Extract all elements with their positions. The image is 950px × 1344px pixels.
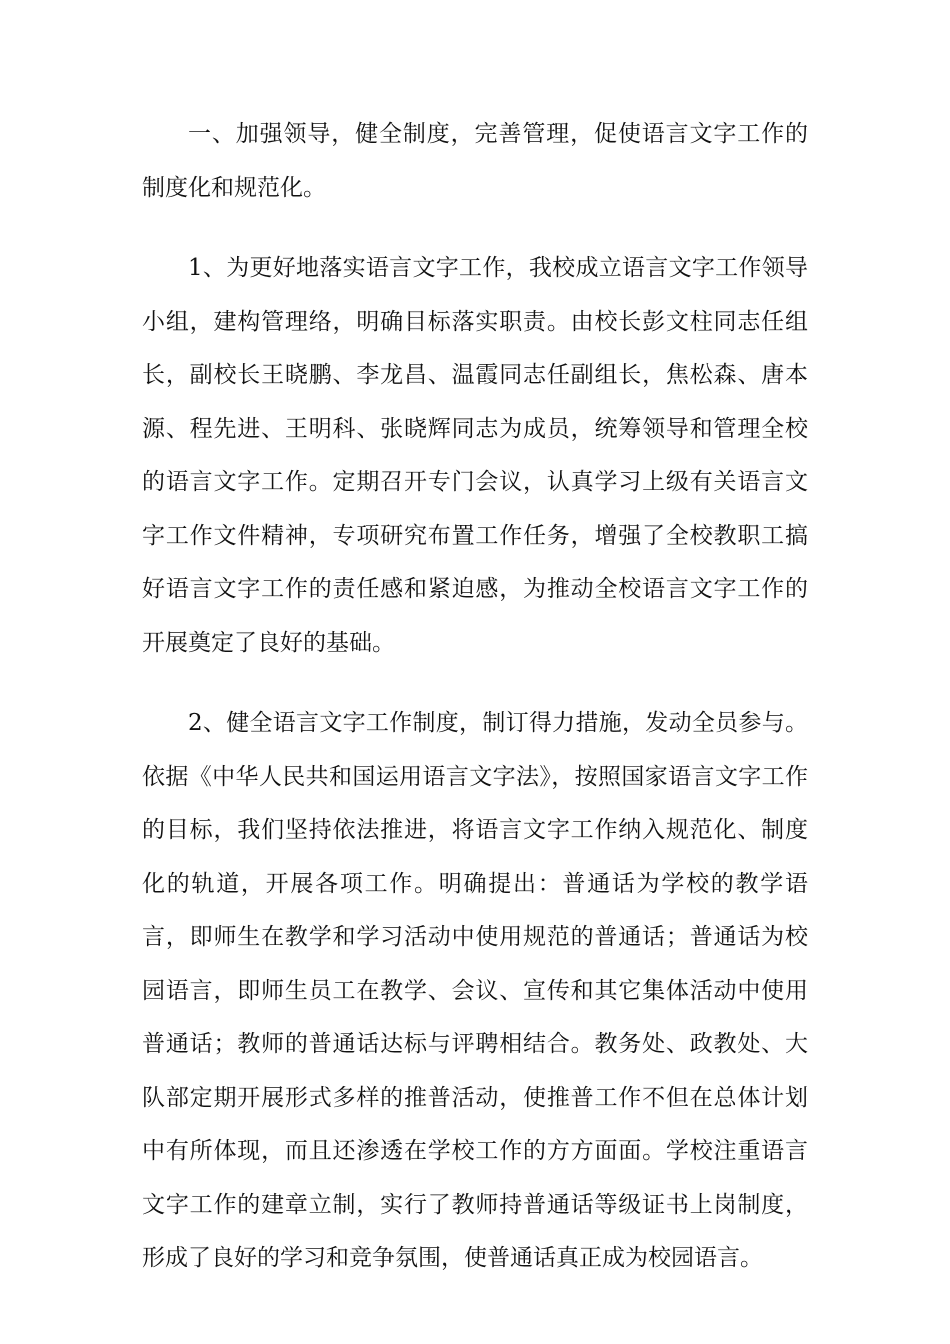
body-paragraph-2: 2、健全语言文字工作制度，制订得力措施，发动全员参与。依据《中华人民共和国运用语言文字法》，按照国家语言文字工作的目标，我们坚持依法推进，将语言文字工作纳入规范化、制度化的轨道，开展各项工作。明确提出：普通话为学校的教学语言，即师生在教学和学习活动中使用规范的普通话；普通话为校园语言，即师生员工在教学、会议、宣传和其它集体活动中使用普通话；教师的普通话达标与评聘相结合。教务处、政教处、大队部定期开展形式多样的推普活动，使推普工作不但在总体计划中有所体现，而且还渗透在学校工作的方方面面。学校注重语言文字工作的建章立制，实行了教师持普通话等级证书上岗制度，形成了良好的学习和竞争氛围，使普通话真正成为校园语言。 [142,710,808,1271]
body-paragraph-1: 1、为更好地落实语言文字工作，我校成立语言文字工作领导小组，建构管理络，明确目标落实职责。由校长彭文柱同志任组长，副校长王晓鹏、李龙昌、温霞同志任副组长，焦松森、唐本源、程先进、王明科、张晓辉同志为成员，统筹领导和管理全校的语言文字工作。定期召开专门会议，认真学习上级有关语言文字工作文件精神，专项研究布置工作任务，增强了全校教职工搞好语言文字工作的责任感和紧迫感，为推动全校语言文字工作的开展奠定了良好的基础。 [142,255,808,656]
document-body [142,108,808,1286]
section-heading-paragraph: 一、加强领导，健全制度，完善管理，促使语言文字工作的制度化和规范化。 [142,121,808,201]
